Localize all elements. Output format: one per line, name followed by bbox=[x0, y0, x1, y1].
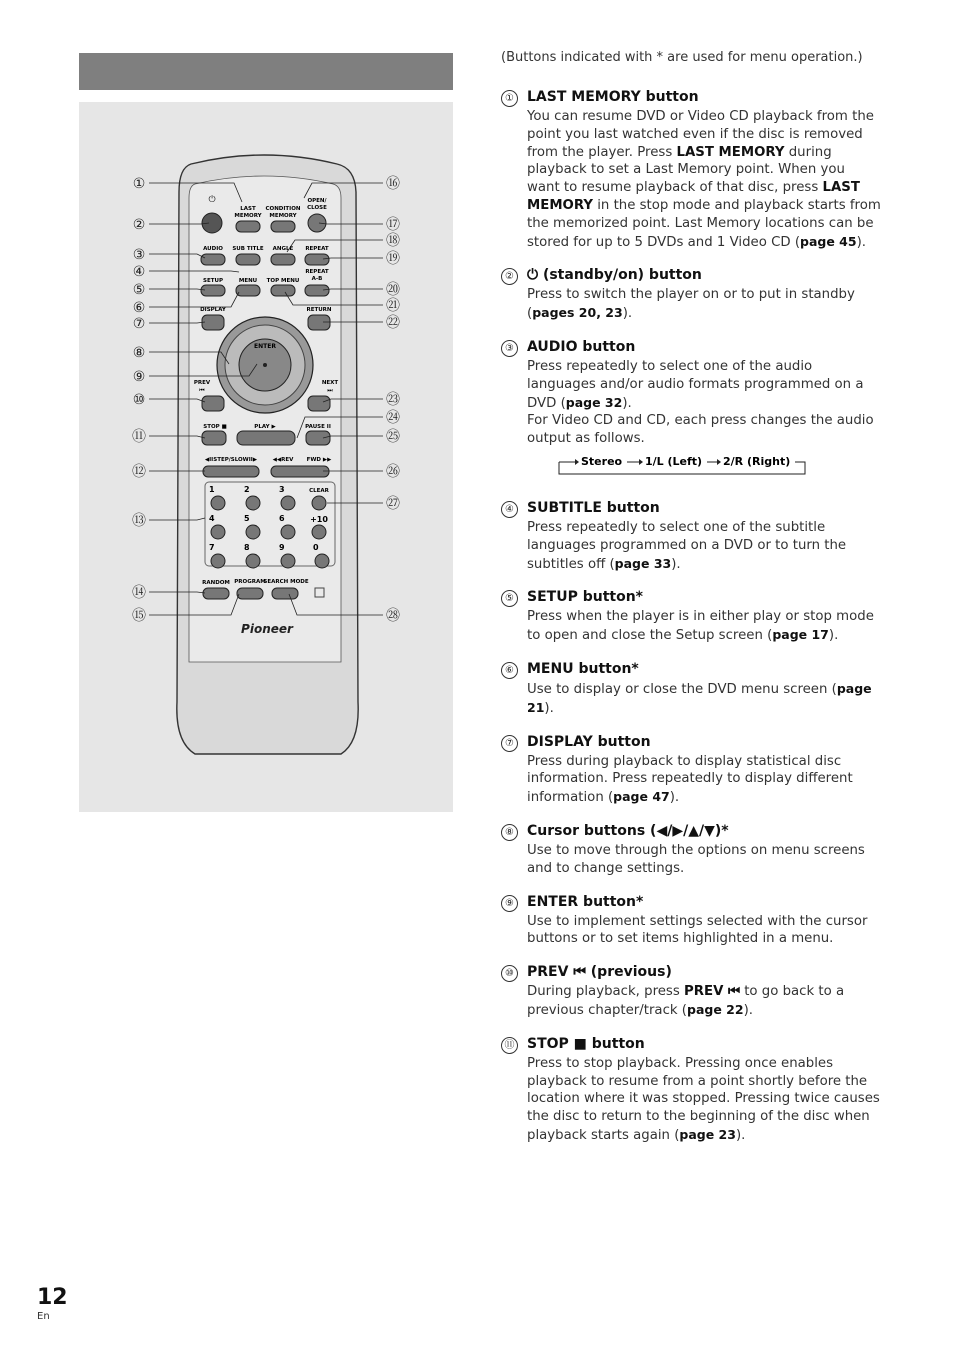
pause-label: PAUSE II bbox=[305, 424, 331, 430]
step-slow-button bbox=[203, 466, 259, 477]
page-number: 12 bbox=[37, 1285, 68, 1310]
last-memory-button bbox=[236, 221, 260, 232]
last-memory-label-2: MEMORY bbox=[234, 213, 262, 219]
step-slow-label: ◀IISTEP/SLOWII▶ bbox=[204, 457, 258, 463]
entry-enter bbox=[501, 894, 881, 949]
repeat-ab-button bbox=[305, 285, 329, 296]
condition-memory-label-1: CONDITION bbox=[265, 206, 301, 212]
rev-fwd-button bbox=[271, 466, 329, 477]
open-close-button bbox=[308, 214, 326, 232]
entry-title: LAST MEMORY button bbox=[527, 89, 699, 105]
plus10-label: +10 bbox=[310, 515, 328, 524]
entry-display bbox=[501, 734, 881, 807]
entry-description: Use to display or close the DVD menu screen (page 21). bbox=[527, 680, 872, 716]
entry-standby bbox=[501, 267, 881, 323]
repeat-ab-label-2: A-B bbox=[311, 276, 323, 282]
audio-label: AUDIO bbox=[203, 246, 223, 252]
repeat-button bbox=[305, 254, 329, 265]
entry-number: ③ bbox=[501, 340, 518, 357]
page-language: En bbox=[37, 1311, 50, 1322]
entry-menu bbox=[501, 661, 881, 718]
next-button bbox=[308, 396, 330, 411]
entry-title: ⏻ (standby/on) button bbox=[527, 267, 702, 284]
fwd-label: FWD ▶▶ bbox=[306, 457, 332, 463]
return-button bbox=[308, 315, 330, 330]
remote-illustration bbox=[79, 102, 453, 812]
digit-button-6 bbox=[281, 525, 295, 539]
callout-22: ㉒ bbox=[386, 315, 400, 331]
flow-stereo: Stereo bbox=[581, 454, 623, 468]
digit-button-7 bbox=[211, 554, 225, 568]
display-button bbox=[202, 315, 224, 330]
callout-12: ⑫ bbox=[132, 464, 146, 480]
entry-number: ⑥ bbox=[501, 662, 518, 679]
entry-title: SUBTITLE button bbox=[527, 499, 660, 516]
rev-label: ◀◀REV bbox=[272, 457, 294, 463]
entry-setup bbox=[501, 589, 881, 645]
callout-2: ② bbox=[132, 217, 146, 233]
next-label: NEXT bbox=[321, 380, 339, 386]
clear-button bbox=[312, 496, 326, 510]
entry-prev bbox=[501, 964, 881, 1020]
callout-20: ⑳ bbox=[386, 282, 400, 298]
stop-button bbox=[202, 431, 226, 445]
section-header-bar bbox=[79, 53, 453, 90]
random-button bbox=[203, 588, 229, 599]
random-label: RANDOM bbox=[202, 580, 230, 586]
entry-title: DISPLAY button bbox=[527, 733, 651, 750]
clear-label: CLEAR bbox=[309, 488, 329, 494]
open-close-label-2: CLOSE bbox=[307, 205, 327, 211]
callout-17: ⑰ bbox=[386, 217, 400, 233]
callout-1: ① bbox=[132, 176, 146, 192]
digit-button-5 bbox=[246, 525, 260, 539]
callout-13: ⑬ bbox=[132, 513, 146, 529]
callout-4: ④ bbox=[132, 264, 146, 280]
entry-title: PREV ⏮ (previous) bbox=[527, 964, 672, 981]
entry-number: ⑩ bbox=[501, 965, 518, 982]
angle-button bbox=[271, 254, 295, 265]
callout-3: ③ bbox=[132, 247, 146, 263]
callout-28: ㉘ bbox=[386, 608, 400, 624]
callout-25: ㉕ bbox=[386, 429, 400, 445]
entry-description: During playback, press PREV ⏮ to go back to a previous chapter/track (page 22). bbox=[527, 984, 845, 1018]
callout-19: ⑲ bbox=[386, 251, 400, 267]
menu-button bbox=[236, 285, 260, 296]
angle-label: ANGLE bbox=[272, 246, 294, 252]
callout-26: ㉖ bbox=[386, 464, 400, 480]
enter-dot bbox=[263, 363, 267, 367]
open-close-label-1: OPEN/ bbox=[307, 198, 327, 204]
digit-label-9: 9 bbox=[279, 543, 285, 552]
entry-description: Press to switch the player on or to put in standby (pages 20, 23). bbox=[527, 287, 855, 322]
entry-description: Use to implement settings selected with the cursor buttons or to set items highlighted in a menu. bbox=[527, 913, 868, 947]
entry-title: MENU button* bbox=[527, 660, 639, 677]
entry-description: Press when the player is in either play or stop mode to open and close the Setup screen (page 17). bbox=[527, 609, 874, 644]
callout-7: ⑦ bbox=[132, 316, 146, 332]
digit-button-1 bbox=[211, 496, 225, 510]
digit-label-1: 1 bbox=[209, 485, 215, 494]
entry-description: Press during playback to display statistical disc information. Press repeatedly to display different information (page 47). bbox=[527, 753, 853, 806]
power-button bbox=[202, 213, 222, 233]
enter-label: ENTER bbox=[254, 343, 276, 350]
callout-15: ⑮ bbox=[132, 608, 146, 624]
callout-14: ⑭ bbox=[132, 585, 146, 601]
digit-button-4 bbox=[211, 525, 225, 539]
entry-title: Cursor buttons (◀/▶/▲/▼)* bbox=[527, 822, 729, 839]
entry-cursor bbox=[501, 823, 881, 878]
search-mode-label: SEARCH MODE bbox=[263, 579, 309, 585]
digit-button-9 bbox=[281, 554, 295, 568]
callout-8: ⑧ bbox=[132, 345, 146, 361]
callout-10: ⑩ bbox=[132, 392, 146, 408]
entry-number: ② bbox=[501, 268, 518, 285]
entry-title: AUDIO button bbox=[527, 338, 636, 355]
digit-button-2 bbox=[246, 496, 260, 510]
power-icon: ⏻ bbox=[527, 267, 543, 284]
digit-label-7: 7 bbox=[209, 543, 215, 552]
power-icon: ⏻ bbox=[208, 195, 216, 205]
callout-5: ⑤ bbox=[132, 282, 146, 298]
entry-title: SETUP button* bbox=[527, 589, 643, 606]
display-label: DISPLAY bbox=[200, 307, 226, 313]
digit-button-8 bbox=[246, 554, 260, 568]
flow-right: 2/R (Right) bbox=[723, 454, 791, 468]
digit-label-8: 8 bbox=[244, 543, 250, 552]
digit-label-0: 0 bbox=[313, 543, 319, 552]
entry-number: ⑧ bbox=[501, 824, 518, 841]
top-menu-button bbox=[271, 285, 295, 296]
digit-label-3: 3 bbox=[279, 485, 285, 494]
entry-audio bbox=[501, 339, 881, 484]
digit-label-4: 4 bbox=[209, 514, 215, 523]
entry-description-2: For Video CD and CD, each press changes the audio output as follows. bbox=[527, 413, 874, 447]
plus10-button bbox=[312, 525, 326, 539]
callout-11: ⑪ bbox=[132, 429, 146, 445]
description-column bbox=[501, 50, 881, 1161]
prev-button bbox=[202, 396, 224, 411]
flow-left: 1/L (Left) bbox=[645, 454, 703, 468]
digit-button-0 bbox=[315, 554, 329, 568]
intro-note: (Buttons indicated with * are used for menu operation.) bbox=[501, 50, 863, 65]
callout-21: ㉑ bbox=[386, 298, 400, 314]
entry-description: You can resume DVD or Video CD playback from the point you last watched even if the disc is removed from the player. Press LAST MEMORY during playback to set a Last Memory point. When you want to resume playback of that disc, press LAST MEMORY in the stop mode and playback starts from the memorized point. Last Memory locations can be stored for up to 5 DVDs and 1 Video CD (page 45). bbox=[527, 109, 881, 250]
brand-logo: Pioneer bbox=[241, 622, 293, 636]
repeat-label: REPEAT bbox=[305, 246, 329, 252]
audio-flow-diagram bbox=[557, 454, 807, 478]
callout-23: ㉓ bbox=[386, 392, 400, 408]
entry-title: ENTER button* bbox=[527, 893, 644, 910]
callout-27: ㉗ bbox=[386, 496, 400, 512]
entry-number: ④ bbox=[501, 501, 518, 518]
play-button bbox=[237, 431, 295, 445]
menu-label: MENU bbox=[238, 278, 258, 284]
program-button bbox=[237, 588, 263, 599]
condition-memory-button bbox=[271, 221, 295, 232]
entry-description: Press to stop playback. Pressing once enables playback to resume from a point shortly before the location where it was stopped. Pressing twice causes the disc to return to the beginning of the disc when playback starts again (page 23). bbox=[527, 1055, 880, 1143]
entry-subtitle bbox=[501, 500, 881, 573]
play-label: PLAY ▶ bbox=[254, 424, 276, 430]
callout-24: ㉔ bbox=[386, 410, 400, 426]
return-label: RETURN bbox=[306, 307, 332, 313]
entry-description: Press repeatedly to select one of the audio languages and/or audio formats programmed on a DVD (page 32). bbox=[527, 358, 864, 411]
digit-label-5: 5 bbox=[244, 514, 250, 523]
callout-6: ⑥ bbox=[132, 300, 146, 316]
setup-label: SETUP bbox=[203, 278, 223, 284]
digit-label-6: 6 bbox=[279, 514, 285, 523]
condition-memory-label-2: MEMORY bbox=[269, 213, 297, 219]
entry-number: ① bbox=[501, 90, 518, 107]
callout-9: ⑨ bbox=[132, 369, 146, 385]
entry-title: STOP ■ button bbox=[527, 1035, 645, 1052]
program-label: PROGRAM bbox=[234, 579, 266, 585]
entry-last-memory bbox=[501, 89, 881, 251]
search-mode-button bbox=[272, 588, 298, 599]
digit-button-3 bbox=[281, 496, 295, 510]
callout-18: ⑱ bbox=[386, 233, 400, 249]
audio-button bbox=[201, 254, 225, 265]
repeat-ab-label-1: REPEAT bbox=[305, 269, 329, 275]
pause-button bbox=[306, 431, 330, 445]
entry-number: ⑦ bbox=[501, 735, 518, 752]
entry-number: ⑤ bbox=[501, 590, 518, 607]
entry-number: ⑪ bbox=[501, 1037, 518, 1054]
callout-16: ⑯ bbox=[386, 176, 400, 192]
next-icon: ⏭ bbox=[327, 387, 333, 394]
entry-description: Press repeatedly to select one of the subtitle languages programmed on a DVD or to turn the subtitles off (page 33). bbox=[527, 519, 847, 572]
digit-label-2: 2 bbox=[244, 485, 250, 494]
entry-stop bbox=[501, 1036, 881, 1145]
subtitle-label: SUB TITLE bbox=[232, 246, 264, 252]
prev-label: PREV bbox=[193, 380, 211, 386]
top-menu-label: TOP MENU bbox=[266, 278, 300, 284]
prev-icon: ⏮ bbox=[199, 387, 205, 394]
stop-label: STOP ■ bbox=[203, 424, 227, 430]
setup-button bbox=[201, 285, 225, 296]
last-memory-label-1: LAST bbox=[240, 206, 256, 212]
entry-description: Use to move through the options on menu screens and to change settings. bbox=[527, 842, 865, 876]
entry-number: ⑨ bbox=[501, 895, 518, 912]
subtitle-button bbox=[236, 254, 260, 265]
